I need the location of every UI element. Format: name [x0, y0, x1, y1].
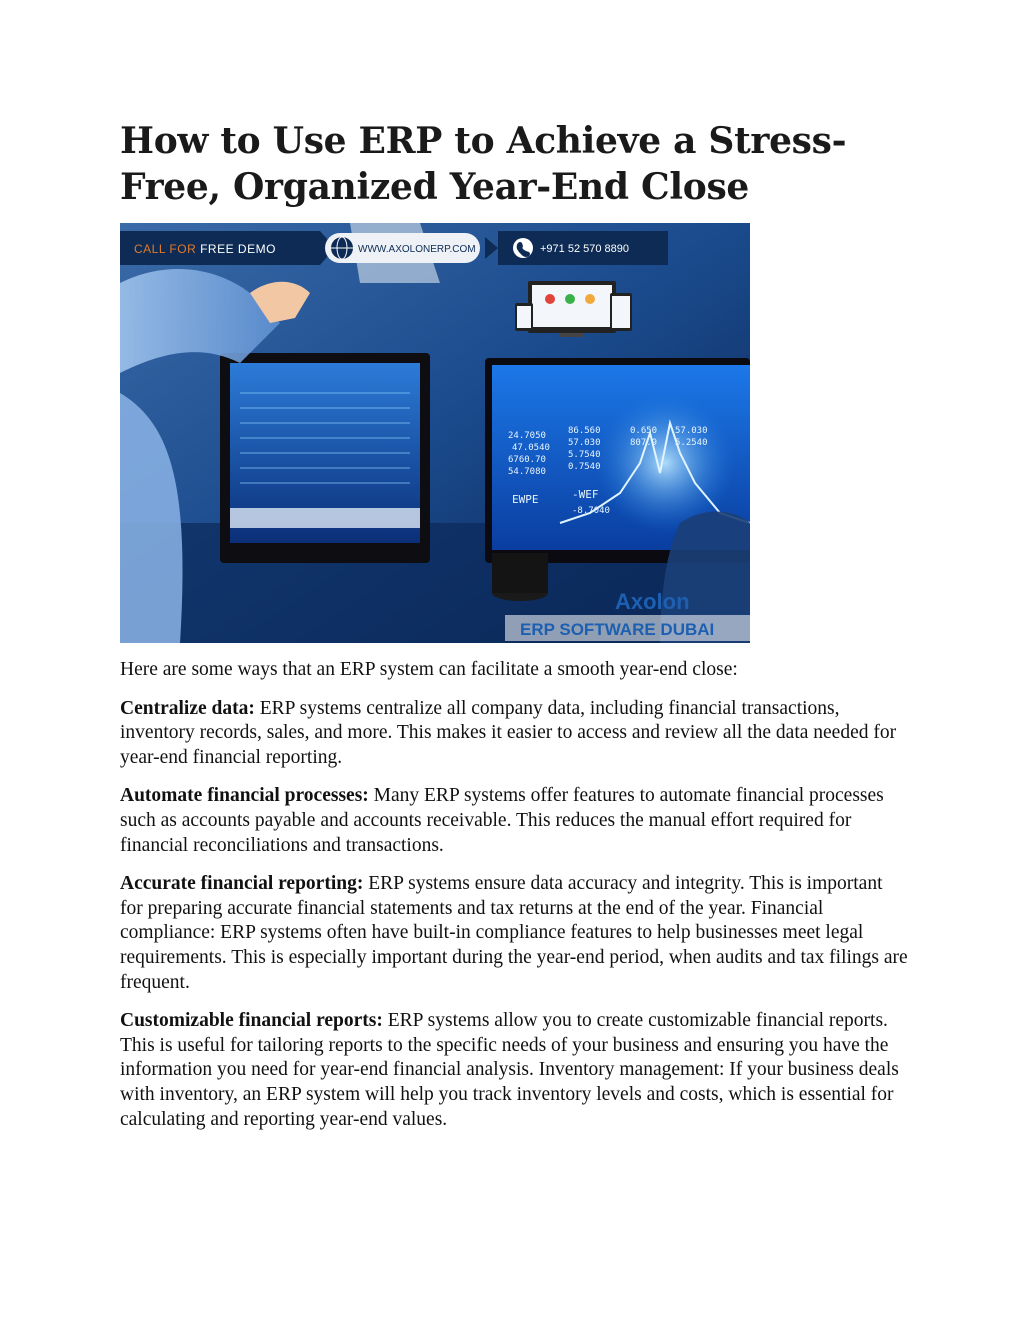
screen-number: 6760.70: [508, 455, 546, 465]
screen-number: 57.030: [568, 438, 601, 448]
section-heading: Accurate financial reporting:: [120, 873, 364, 895]
screen-number: 0.7540: [568, 462, 601, 472]
screen-number: 5.2540: [675, 438, 708, 448]
screen-number: 0.650: [630, 426, 658, 436]
call-suffix: FREE DEMO: [200, 242, 276, 256]
screen-number: 57.030: [675, 426, 708, 436]
section-automate-processes: [120, 784, 910, 858]
top-banner: [120, 231, 668, 265]
screen-number: 47.0540: [512, 443, 550, 453]
section-text: Many ERP systems offer features to automate financial processes such as accounts payable and accounts receivable. This reduces the manual effort required for financial reconciliations and transactions.: [120, 785, 884, 856]
left-monitor: [220, 353, 430, 563]
tagline-text: ERP SOFTWARE DUBAI: [520, 620, 715, 639]
phone-text: +971 52 570 8890: [540, 243, 630, 255]
section-centralize-data: [120, 697, 910, 771]
svg-text:CALL FOR FREE DEMO: [134, 242, 276, 256]
article-title: How to Use ERP to Achieve a Stress-Free, Organized Year-End Close: [120, 120, 847, 208]
section-heading: Centralize data:: [120, 697, 255, 719]
intro-paragraph: Here are some ways that an ERP system can facilitate a smooth year-end close:: [120, 659, 738, 680]
section-heading: Customizable financial reports:: [120, 1010, 383, 1032]
hero-image: [120, 223, 750, 643]
call-prefix: CALL FOR: [134, 242, 201, 256]
screen-label: EWPE: [512, 493, 539, 506]
screen-number: 24.7050: [508, 431, 546, 441]
section-text: ERP systems ensure data accuracy and integrity. This is important for preparing accurate financial statements and tax returns at the end of the year. Financial compliance: ERP systems often have built-in compliance features to help businesses meet legal requirements. This is especially important during the year-end period, when audits and tax filings are frequent.: [120, 873, 908, 993]
devices-mockup: [515, 281, 632, 337]
screen-label: -WEF: [572, 488, 599, 501]
website-text: WWW.AXOLONERP.COM: [358, 244, 476, 255]
section-accurate-reporting: [120, 872, 910, 995]
screen-label: -8.7040: [572, 506, 610, 516]
section-text: ERP systems centralize all company data, including financial transactions, inventory records, sales, and more. This makes it easier to access and review all the data needed for year-end financial reporting.: [120, 697, 897, 768]
article-body: [120, 658, 910, 1146]
logo-text: Axolon: [615, 589, 690, 614]
screen-number: 86.560: [568, 426, 601, 436]
section-text: ERP systems allow you to create customizable financial reports. This is useful for tailoring reports to the specific needs of your business and ensuring you have the information you need for year-end financial analysis. Inventory management: If your business deals with inventory, an ERP system will help you track inventory levels and costs, which is essential for calculating and reporting year-end values.: [120, 1010, 899, 1130]
section-customizable-reports: [120, 1009, 910, 1132]
screen-number: 54.7080: [508, 467, 546, 477]
screen-number: 807.9: [630, 438, 658, 448]
screen-number: 5.7540: [568, 450, 601, 460]
section-heading: Automate financial processes:: [120, 785, 369, 807]
